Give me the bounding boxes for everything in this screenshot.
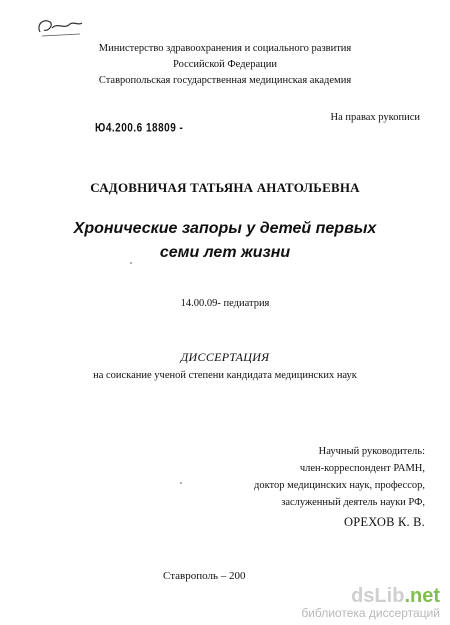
rights-note: На правах рукописи	[330, 112, 420, 123]
supervisor-rank: член-корреспондент РАМН,	[299, 463, 425, 474]
supervisor-honor: заслуженный деятель науки РФ,	[281, 497, 425, 508]
scan-speck	[180, 482, 182, 484]
archive-number: Ю4.200.6 18809 -	[95, 122, 184, 135]
document-type: ДИССЕРТАЦИЯ	[180, 350, 270, 364]
federation-line: Российской Федерации	[173, 59, 277, 70]
author-name: САДОВНИЧАЯ ТАТЬЯНА АНАТОЛЬЕВНА	[90, 180, 360, 195]
supervisor-label: Научный руководитель:	[318, 446, 425, 457]
degree-line: на соискание ученой степени кандидата медицинских наук	[93, 370, 357, 381]
supervisor-name: ОРЕХОВ К. В.	[344, 515, 425, 529]
signature-stamp-icon	[34, 14, 86, 40]
scan-speck	[130, 262, 132, 264]
specialty: 14.00.09- педиатрия	[180, 298, 270, 309]
city-year: Ставрополь – 200	[163, 570, 246, 582]
watermark-brand: dsLib	[351, 585, 405, 607]
watermark-domain: .net	[404, 585, 440, 607]
watermark-logo	[351, 585, 440, 608]
watermark-subtitle: библиотека диссертаций	[301, 606, 440, 620]
supervisor-degree: доктор медицинских наук, профессор,	[253, 480, 425, 491]
title-line-1: Хронические запоры у детей первых	[73, 220, 377, 237]
title-line-2: семи лет жизни	[159, 244, 291, 261]
ministry-line: Министерство здравоохранения и социального развития	[98, 43, 352, 54]
academy-line: Ставропольская государственная медицинская академия	[98, 75, 352, 86]
